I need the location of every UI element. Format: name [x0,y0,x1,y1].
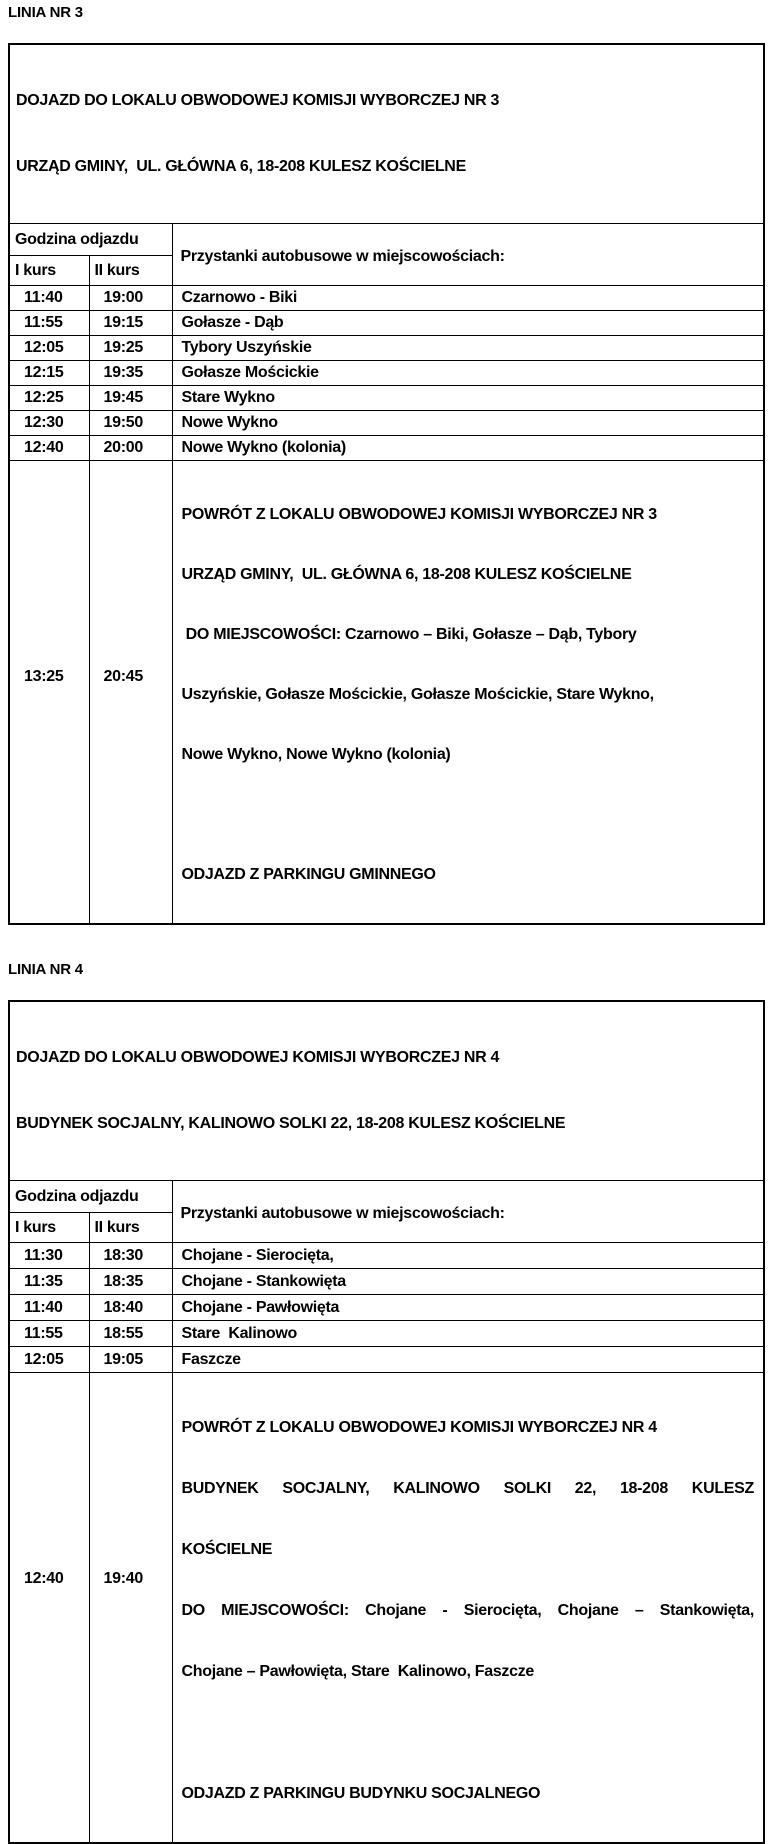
return-description [172,461,764,925]
table-title-line1: DOJAZD DO LOKALU OBWODOWEJ KOMISJI WYBORCZEJ NR 3 [16,92,500,109]
stop-name: Stare Wykno [172,386,764,411]
kurs2-time: 19:25 [89,336,172,361]
kurs1-header: I kurs [9,256,89,286]
return-trip-row [9,461,764,925]
table-title-row [9,44,764,224]
stop-name: Faszcze [172,1347,764,1373]
kurs2-time: 18:40 [89,1295,172,1321]
return-line: Nowe Wykno, Nowe Wykno (kolonia) [181,746,451,763]
kurs1-time: 12:40 [9,436,89,461]
kurs2-time: 19:45 [89,386,172,411]
table-row [9,1321,764,1347]
kurs1-time: 12:15 [9,361,89,386]
table-row [9,336,764,361]
timetable-line-3 [8,43,765,925]
table-row [9,1347,764,1373]
table-row [9,1295,764,1321]
kurs2-time: 18:30 [89,1243,172,1269]
kurs2-header: II kurs [89,256,172,286]
table-title-line2: BUDYNEK SOCJALNY, KALINOWO SOLKI 22, 18-208 KULESZ KOŚCIELNE [16,1115,566,1132]
kurs1-time: 11:35 [9,1269,89,1295]
return-trip-row [9,1373,764,1844]
table-row [9,1243,764,1269]
table-title-cell [9,1001,764,1181]
stop-name: Nowe Wykno [172,411,764,436]
table-row [9,1269,764,1295]
line-3-heading: LINIA NR 3 [8,4,83,21]
table-row [9,286,764,311]
column-header-row [9,224,764,256]
kurs2-time: 18:35 [89,1269,172,1295]
kurs1-time: 11:55 [9,1321,89,1347]
return-line: Chojane – Pawłowięta, Stare Kalinowo, Faszcze [181,1663,535,1680]
return-description [172,1373,764,1844]
stop-name: Tybory Uszyńskie [172,336,764,361]
stop-name: Czarnowo - Biki [172,286,764,311]
kurs2-time: 19:15 [89,311,172,336]
departure-time-header: Godzina odjazdu [9,1181,172,1213]
departure-time-header: Godzina odjazdu [9,224,172,256]
stop-name: Chojane - Sierocięta, [172,1243,764,1269]
table-title-line1: DOJAZD DO LOKALU OBWODOWEJ KOMISJI WYBORCZEJ NR 4 [16,1049,500,1066]
stop-name: Gołasze - Dąb [172,311,764,336]
line-4-heading: LINIA NR 4 [8,961,83,978]
return-line: URZĄD GMINY, UL. GŁÓWNA 6, 18-208 KULESZ KOŚCIELNE [181,566,632,583]
kurs2-time: 19:05 [89,1347,172,1373]
table-title-row [9,1001,764,1181]
stop-name: Nowe Wykno (kolonia) [172,436,764,461]
return-kurs2-time: 20:45 [89,461,172,925]
return-departure-note: ODJAZD Z PARKINGU GMINNEGO [181,866,436,883]
kurs1-time: 12:05 [9,1347,89,1373]
column-header-row [9,1181,764,1213]
bus-stops-header: Przystanki autobusowe w miejscowościach: [172,1181,764,1243]
stop-name: Stare Kalinowo [172,1321,764,1347]
kurs1-time: 11:30 [9,1243,89,1269]
kurs1-time: 11:40 [9,286,89,311]
timetable-line-4 [8,1000,765,1844]
kurs2-time: 18:55 [89,1321,172,1347]
return-line: DO MIEJSCOWOŚCI: Czarnowo – Biki, Gołasze – Dąb, Tybory [181,626,637,643]
return-line-blank [182,803,755,827]
return-line: BUDYNEK SOCJALNY, KALINOWO SOLKI 22, 18-208 KULESZ [181,1480,755,1497]
return-line-blank [182,1720,755,1745]
stop-name: Chojane - Stankowięta [172,1269,764,1295]
kurs1-time: 11:40 [9,1295,89,1321]
table-title-cell [9,44,764,224]
table-row [9,386,764,411]
return-kurs1-time: 12:40 [9,1373,89,1844]
kurs2-time: 19:50 [89,411,172,436]
stop-name: Chojane - Pawłowięta [172,1295,764,1321]
stop-name: Gołasze Mościckie [172,361,764,386]
return-kurs1-time: 13:25 [9,461,89,925]
kurs2-header: II kurs [89,1213,172,1243]
return-kurs2-time: 19:40 [89,1373,172,1844]
table-row [9,436,764,461]
kurs2-time: 20:00 [89,436,172,461]
table-title-line2: URZĄD GMINY, UL. GŁÓWNA 6, 18-208 KULESZ KOŚCIELNE [16,158,466,175]
kurs1-time: 12:25 [9,386,89,411]
return-line: POWRÓT Z LOKALU OBWODOWEJ KOMISJI WYBORCZEJ NR 3 [181,506,657,523]
return-departure-note: ODJAZD Z PARKINGU BUDYNKU SOCJALNEGO [181,1785,541,1802]
return-line: DO MIEJSCOWOŚCI: Chojane - Sierocięta, Chojane – Stankowięta, [181,1602,755,1619]
kurs2-time: 19:35 [89,361,172,386]
bus-stops-header: Przystanki autobusowe w miejscowościach: [172,224,764,286]
kurs2-time: 19:00 [89,286,172,311]
return-line: Uszyńskie, Gołasze Mościckie, Gołasze Mościckie, Stare Wykno, [181,686,654,703]
return-line: POWRÓT Z LOKALU OBWODOWEJ KOMISJI WYBORCZEJ NR 4 [181,1419,657,1436]
kurs1-time: 11:55 [9,311,89,336]
kurs1-time: 12:30 [9,411,89,436]
table-row [9,311,764,336]
kurs1-header: I kurs [9,1213,89,1243]
return-line: KOŚCIELNE [181,1541,273,1558]
table-row [9,411,764,436]
table-row [9,361,764,386]
kurs1-time: 12:05 [9,336,89,361]
